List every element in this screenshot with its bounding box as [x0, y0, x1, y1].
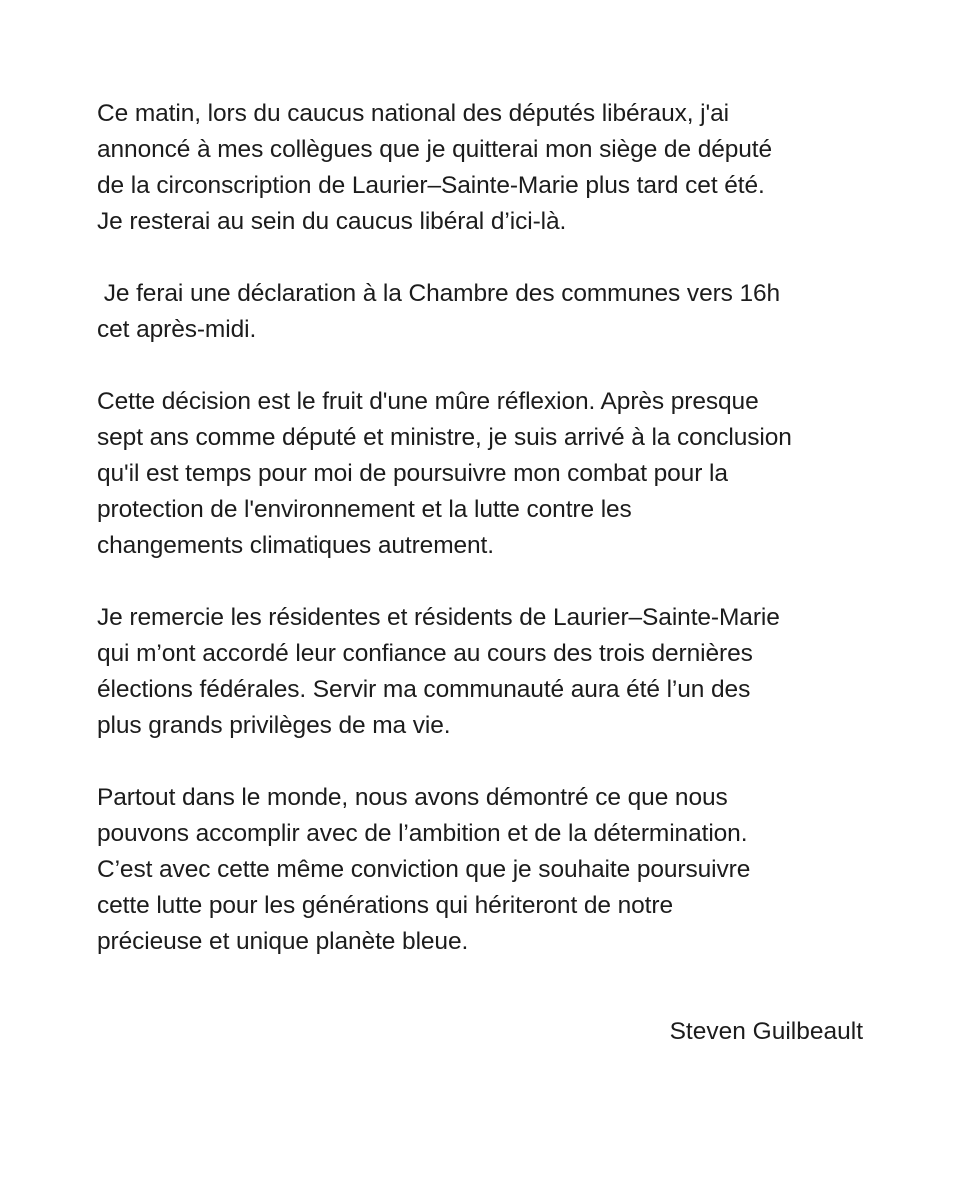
text-line: précieuse et unique planète bleue. [97, 928, 469, 955]
paragraph-declaration [97, 276, 877, 348]
text-line: plus grands privilèges de ma vie. [97, 712, 451, 739]
paragraph-closing [97, 780, 877, 960]
signature: Steven Guilbeault [669, 1018, 863, 1045]
text-line: protection de l'environnement et la lutte contre les [97, 496, 632, 523]
text-line: de la circonscription de Laurier–Sainte-Marie plus tard cet été. [97, 172, 765, 199]
text-line: changements climatiques autrement. [97, 532, 494, 559]
text-line: Partout dans le monde, nous avons démontré ce que nous [97, 784, 728, 811]
text-line: cette lutte pour les générations qui hériteront de notre [97, 892, 673, 919]
text-line: Je resterai au sein du caucus libéral d’ici-là. [97, 208, 567, 235]
text-line: cet après-midi. [97, 316, 257, 343]
text-line: annoncé à mes collègues que je quitterai mon siège de député [97, 136, 773, 163]
paragraph-thanks [97, 600, 877, 744]
text-line: Cette décision est le fruit d'une mûre réflexion. Après presque [97, 388, 759, 415]
text-line: élections fédérales. Servir ma communauté aura été l’un des [97, 676, 751, 703]
text-line: pouvons accomplir avec de l’ambition et de la détermination. [97, 820, 748, 847]
text-line: sept ans comme député et ministre, je suis arrivé à la conclusion [97, 424, 792, 451]
statement-body [97, 96, 877, 996]
text-line: Je ferai une déclaration à la Chambre des communes vers 16h [97, 280, 781, 307]
text-line: qui m’ont accordé leur confiance au cours des trois dernières [97, 640, 753, 667]
text-line: C’est avec cette même conviction que je souhaite poursuivre [97, 856, 751, 883]
paragraph-decision [97, 384, 877, 564]
text-line: Ce matin, lors du caucus national des députés libéraux, j'ai [97, 100, 729, 127]
text-line: qu'il est temps pour moi de poursuivre mon combat pour la [97, 460, 728, 487]
paragraph-announcement [97, 96, 877, 240]
text-line: Je remercie les résidentes et résidents de Laurier–Sainte-Marie [97, 604, 780, 631]
